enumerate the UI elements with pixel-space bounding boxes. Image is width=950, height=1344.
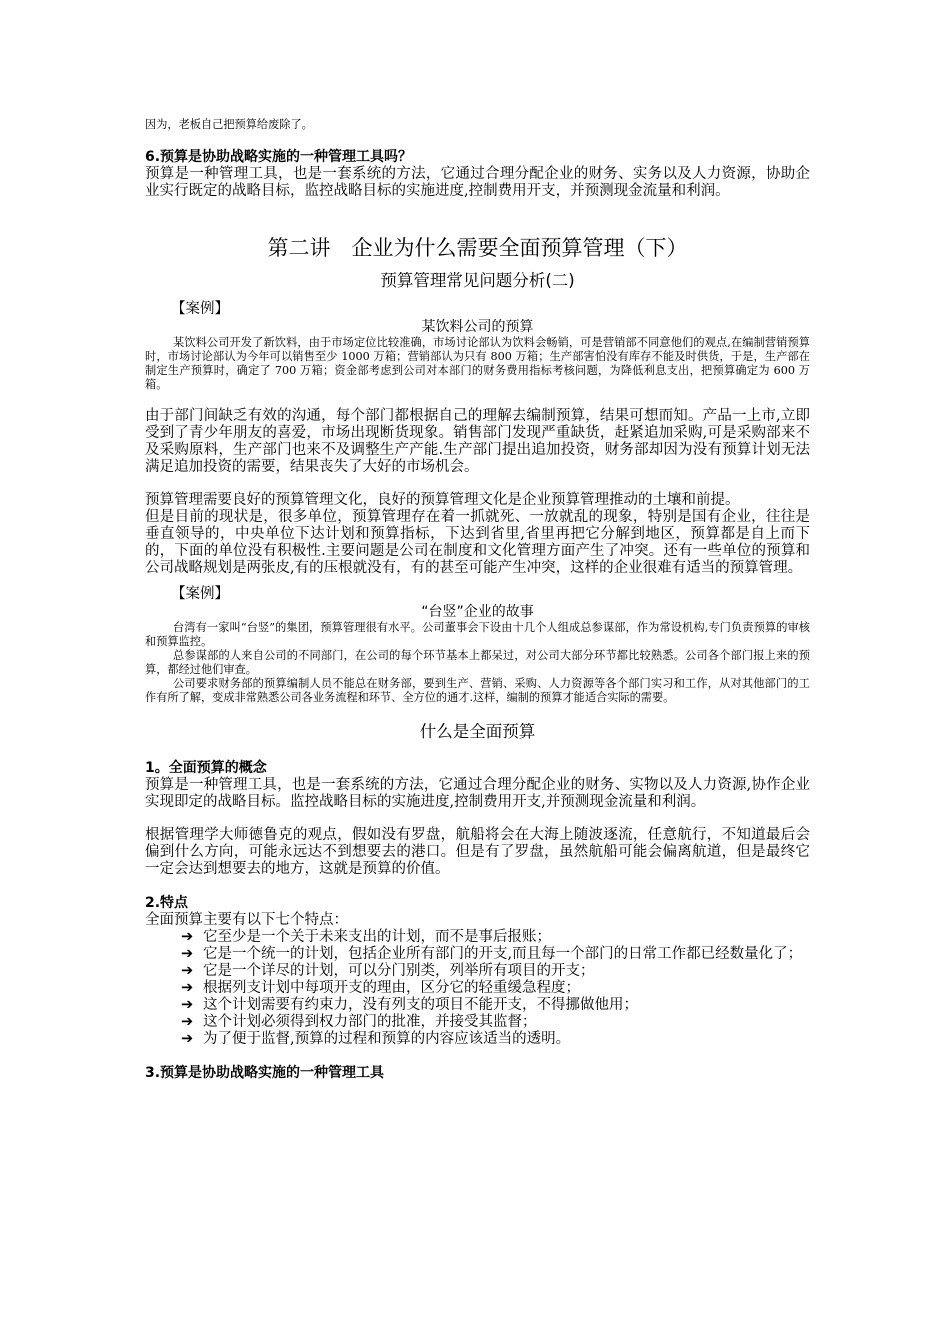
case2-title: “台竖”企业的故事 xyxy=(421,604,534,620)
lecture-subtitle: 预算管理常见问题分析(二) xyxy=(380,271,575,290)
feature-item: ➔ 它至少是一个关于未来支出的计划，而不是事后报账； xyxy=(181,929,551,945)
case2-label: 【案例】 xyxy=(171,586,229,602)
section3-heading: 3.预算是协助战略实施的一种管理工具 xyxy=(145,1065,385,1081)
lecture-title: 第二讲 企业为什么需要全面预算管理（下） xyxy=(267,236,688,260)
paragraph-culture-2: 但是目前的现状是，很多单位，预算管理存在着一抓就死、一放就乱的现象，特别是国有企业，往往是垂直领导的，中央单位下达计划和预算指标，下达到省里,省里再把它分解到地区，预算都是自上而下的，下面的单位没有积极性.主要问题是公司在制度和文化管理方面产生了冲突。还有一些单位的预算和公司战略规划是两张皮,有的压根就没有，有的甚至可能产生冲突，这样的企业很难有适当的预算管理。 xyxy=(145,509,810,576)
feature-item: ➔ 它是一个统一的计划，包括企业所有部门的开支,而且每一个部门的日常工作都已经数量化了； xyxy=(181,946,803,962)
right-arrow-icon: ➔ xyxy=(181,997,194,1013)
case2-paragraph: 台湾有一家叫“台竖”的集团，预算管理很有水平。公司董事会下设由十几个人组成总参谋部，作为常设机构,专门负责预算的审核和预算监控。 xyxy=(145,621,810,648)
paragraph-after-case1: 由于部门间缺乏有效的沟通，每个部门都根据自己的理解去编制预算，结果可想而知。产品一上市,立即受到了青少年朋友的喜爱，市场出现断货现象。销售部门发现严重缺货，赶紧追加采购,可是采购部来不及采购原料，生产部门也来不及调整生产产能.生产部门提出追加投资，财务部却因为没有预算计划无法满足追加投资的需要，结果丧失了大好的市场机会。 xyxy=(145,408,810,475)
right-arrow-icon: ➔ xyxy=(181,946,194,962)
paragraph-drucker: 根据管理学大师德鲁克的观点，假如没有罗盘，航船将会在大海上随波逐流，任意航行，不知道最后会偏到什么方向，可能永远达不到想要去的港口。但是有了罗盘，虽然航船可能会偏离航道，但是最终它一定会达到想要去的地方，这就是预算的价值。 xyxy=(145,827,810,877)
case2-paragraph: 总参谋部的人来自公司的不同部门，在公司的每个环节基本上都呆过，对公司大部分环节都比较熟悉。公司各个部门报上来的预算，都经过他们审查。 xyxy=(145,649,810,676)
case1-title: 某饮料公司的预算 xyxy=(421,319,534,335)
paragraph-culture-1: 预算管理需要良好的预算管理文化，良好的预算管理文化是企业预算管理推动的土壤和前提。 xyxy=(145,492,740,508)
q6-body: 预算是一种管理工具，也是一套系统的方法，它通过合理分配企业的财务、实务以及人力资源，协助企业实行既定的战略目标，监控战略目标的实施进度,控制费用开支，并预测现金流量和利润。 xyxy=(145,166,810,199)
right-arrow-icon: ➔ xyxy=(181,929,194,945)
feature-item: ➔ 这个计划需要有约束力，没有列支的项目不能开支，不得挪做他用； xyxy=(181,997,638,1013)
feature-item: ➔ 它是一个详尽的计划，可以分门别类，列举所有项目的开支； xyxy=(181,963,595,979)
right-arrow-icon: ➔ xyxy=(181,1031,194,1047)
right-arrow-icon: ➔ xyxy=(181,1014,194,1030)
concept-body: 预算是一种管理工具，也是一套系统的方法，它通过合理分配企业的财务、实物以及人力资源,协作企业实现即定的战略目标。监控战略目标的实施进度,控制费用开支,并预测现金流量和利润。 xyxy=(145,777,810,810)
right-arrow-icon: ➔ xyxy=(181,963,194,979)
section-title: 什么是全面预算 xyxy=(419,722,536,741)
case1-label: 【案例】 xyxy=(171,301,229,317)
concept-heading: 1。全面预算的概念 xyxy=(145,760,267,776)
q6-heading: 6.预算是协助战略实施的一种管理工具吗？ xyxy=(145,149,413,165)
right-arrow-icon: ➔ xyxy=(181,980,194,996)
features-intro: 全面预算主要有以下七个特点： xyxy=(145,912,348,928)
feature-item: ➔ 这个计划必须得到权力部门的批准，并接受其监督； xyxy=(181,1014,537,1030)
features-heading: 2.特点 xyxy=(145,895,189,911)
document-content xyxy=(145,118,810,1082)
feature-item: ➔ 为了便于监督,预算的过程和预算的内容应该适当的透明。 xyxy=(181,1031,571,1047)
top-line: 因为，老板自己把预算给废除了。 xyxy=(145,118,313,131)
case1-body: 某饮料公司开发了新饮料，由于市场定位比较准确，市场讨论部认为饮料会畅销，可是营销部不同意他们的观点,在编制营销预算时，市场讨论部认为今年可以销售至少 1000 万箱；营销部认为只有 800 万箱；生产部害怕没有库存不能及时供货，于是，生产部在制定生产预算时，确定了 700 万箱；资金部考虑到公司对本部门的财务费用指标考核问题，为降低利息支出，把预算确定为 600 万箱。 xyxy=(145,336,810,391)
feature-item: ➔ 根据列支计划中每项开支的理由，区分它的轻重缓急程度； xyxy=(181,980,580,996)
case2-paragraph: 公司要求财务部的预算编制人员不能总在财务部，要到生产、营销、采购、人力资源等各个部门实习和工作，从对其他部门的工作有所了解，变成非常熟悉公司各业务流程和环节、全方位的通才.这样，编制的预算才能适合实际的需要。 xyxy=(145,677,810,704)
